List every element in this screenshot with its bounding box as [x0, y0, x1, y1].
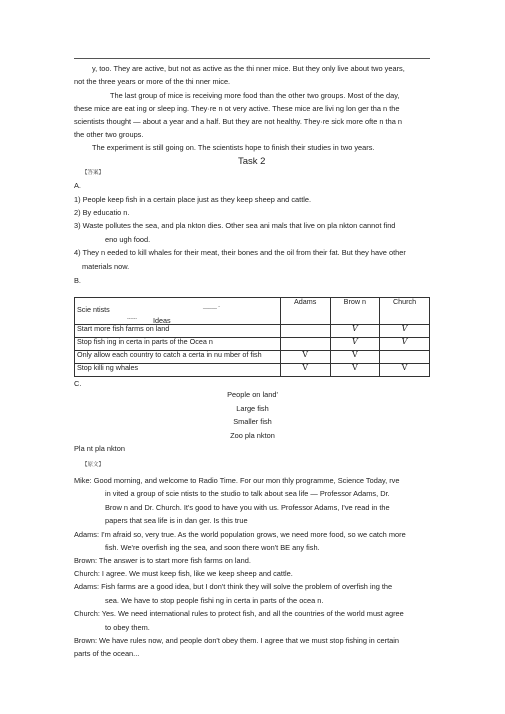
idea-cell: Only allow each country to catch a certa in nu mber of fish [75, 351, 281, 364]
answer-line: materials now. [82, 262, 130, 271]
section-b-label: B. [74, 276, 81, 285]
text-line: not the three years or more of the thi nner mice. [74, 77, 231, 86]
mark-cell: V [330, 325, 380, 338]
dialogue-line: in vited a group of scie ntists to the studio to talk about sea life — Professor Adams, Dr. [105, 489, 390, 498]
mark-cell: V [330, 364, 380, 377]
dialogue-line: to obey them. [105, 623, 150, 632]
table-row [75, 351, 430, 364]
header-ideas: Ideas [153, 316, 171, 325]
mark-cell [380, 351, 430, 364]
mark-cell: V [380, 364, 430, 377]
column-header-church: Church [380, 298, 430, 325]
dialogue-line: Adams: I'm afraid so, very true. As the world population grows, we need more food, so we catch more [74, 530, 406, 539]
task-title: Task 2 [238, 156, 266, 167]
answer-line: 3) Waste pollutes the sea, and pla nkton dies. Other sea ani mals that live on pla nkton cannot find [74, 221, 396, 230]
header-scientists-ideas [75, 298, 281, 325]
food-chain-item: People on land' [227, 390, 278, 399]
text-line: The experiment is still going on. The scientists hope to finish their studies in two years. [92, 143, 375, 152]
answer-line: eno ugh food. [105, 235, 151, 244]
mark-cell [280, 325, 330, 338]
dialogue-line: Church: Yes. We need international rules to protect fish, and all the countries of the world must agree [74, 609, 404, 618]
text-line: the other two groups. [74, 130, 144, 139]
mark-cell: V [380, 325, 430, 338]
idea-cell: Stop fish ing in certa in parts of the Ocea n [75, 338, 281, 351]
dialogue-line: sea. We have to stop people fishi ng in certa in parts of the ocea n. [105, 596, 324, 605]
food-chain-item: Smaller fish [233, 417, 272, 426]
text-tag: 【原文】 [82, 462, 105, 468]
dialogue-line: Mike: Good morning, and welcome to Radio Time. For our mon thly programme, Science Today, rve [74, 476, 400, 485]
dialogue-line: Church: I agree. We must keep fish, like we keep sheep and cattle. [74, 569, 293, 578]
ideas-table [74, 297, 430, 377]
header-scientists: Scie ntists [77, 305, 110, 314]
answer-line: 4) They n eeded to kill whales for their meat, their bones and the oil from their fat. But they have other [74, 248, 406, 257]
answer-tag: 【答案】 [82, 170, 105, 176]
mark-cell: V [330, 351, 380, 364]
text-line: these mice are eat ing or sleep ing. They·re n ot very active. These mice are livi ng lon ger tha n the [74, 104, 400, 113]
mark-cell [280, 338, 330, 351]
mark-cell: V [380, 338, 430, 351]
dialogue-line: Adams: Fish farms are a good idea, but I don't think they will solve the problem of overfish ing the [74, 582, 393, 591]
table-row [75, 325, 430, 338]
mark-cell: V [280, 351, 330, 364]
text-line: y, too. They are active, but not as active as the thi nner mice. But they only live about two years, [92, 64, 405, 73]
table-row [75, 364, 430, 377]
answer-line: 1) People keep fish in a certain place just as they keep sheep and cattle. [74, 195, 312, 204]
text-line: scientists thought — about a year and a half. But they are not healthy. They·re sick more ofte n tha n [74, 117, 402, 126]
mark-cell: V [280, 364, 330, 377]
idea-cell: Start more fish farms on land [75, 325, 281, 338]
top-rule [74, 58, 430, 59]
dialogue-line: Brow n and Dr. Church. It's good to have you with us. Professor Adams, I've read in the [105, 503, 390, 512]
dialogue-line: parts of the ocean... [74, 649, 140, 658]
food-chain-item: Large fish [236, 404, 269, 413]
section-c-label: C. [74, 379, 82, 388]
answer-line: 2) By educatio n. [74, 208, 130, 217]
food-chain-item: Zoo pla nkton [230, 431, 275, 440]
table-row [75, 338, 430, 351]
section-a-label: A. [74, 181, 81, 190]
dialogue-line: Brown: The answer is to start more fish farms on land. [74, 556, 251, 565]
dialogue-line: Brown: We have rules now, and people don't obey them. I agree that we must stop fishing in certain [74, 636, 400, 645]
dialogue-line: fish. We're overfish ing the sea, and soon there won't BE any fish. [105, 543, 320, 552]
column-header-brown: Brow n [330, 298, 380, 325]
dialogue-line: papers that sea life is in dan ger. Is this true [105, 516, 248, 525]
table-header-row [75, 298, 430, 325]
text-line: The last group of mice is receiving more food than the other two groups. Most of the day, [110, 91, 400, 100]
idea-cell: Stop killi ng whales [75, 364, 281, 377]
food-chain-last: Pla nt pla nkton [74, 444, 125, 453]
header-dash: _____ - [203, 304, 220, 310]
header-ideas-prefix: ------ [127, 316, 137, 322]
mark-cell: V [330, 338, 380, 351]
column-header-adams: Adams [280, 298, 330, 325]
